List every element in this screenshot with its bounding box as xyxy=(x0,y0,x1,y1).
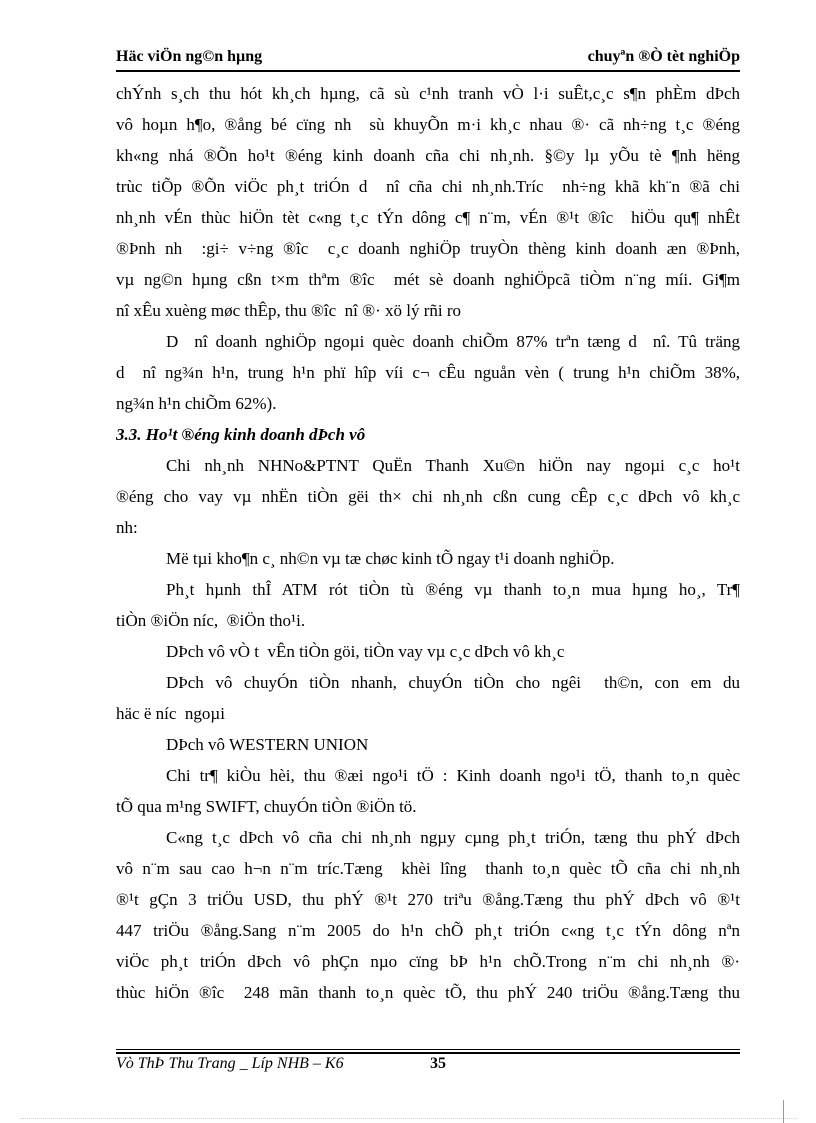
text-line: ng¾n h¹n chiÕm 62%). xyxy=(116,394,277,413)
text-line: nî xÊu xuèng møc thÊp, thu ®îc nî ®· xö lý rñi ro xyxy=(116,301,462,320)
page-header xyxy=(116,48,740,68)
text-line: kh«ng nhá ®Õn ho¹t ®éng kinh doanh cña chi nh¸nh. §©y lµ yÕu tè ¶nh hëng xyxy=(116,146,740,165)
footer-divider-thin xyxy=(116,1049,740,1050)
text-line: Chi tr¶ kiÒu hèi, thu ®æi ngo¹i tÖ : Kinh doanh ngo¹i tÖ, thanh to¸n quèc xyxy=(166,766,740,785)
text-line: ®¹t gÇn 3 triÖu USD, thu phÝ ®¹t 270 triªu ®ång.Tæng thu phÝ dÞch vô ®¹t xyxy=(116,890,740,909)
text-line: tiÒn ®iÖn níc, ®iÖn tho¹i. xyxy=(116,611,306,630)
text-line: Më tµi kho¶n c¸ nh©n vµ tæ chøc kinh tÕ ngay t¹i doanh nghiÖp. xyxy=(166,549,615,568)
text-line: DÞch vô chuyÓn tiÒn nhanh, chuyÓn tiÒn cho ngêi th©n, con em du xyxy=(166,673,740,692)
text-line: 447 triÖu ®ång.Sang n¨m 2005 do h¹n chÕ ph¸t triÓn c«ng t¸c tÝn dông nªn xyxy=(116,921,740,940)
text-line: DÞch vô WESTERN UNION xyxy=(166,735,369,754)
page-number: 35 xyxy=(430,1055,446,1072)
text-line: Ph¸t hµnh thÎ ATM rót tiÒn tù ®éng vµ thanh to¸n mua hµng ho¸, Tr¶ xyxy=(166,580,740,599)
text-line: thùc hiÖn ®îc 248 mãn thanh to¸n quèc tÕ, thu phÝ 240 triÖu ®ång.Tæng thu xyxy=(116,983,740,1002)
document-body xyxy=(116,78,740,1008)
section-heading: 3.3. Ho¹t ®éng kinh doanh dÞch vô xyxy=(116,425,366,444)
header-divider xyxy=(116,70,740,72)
text-line: tÕ qua m¹ng SWIFT, chuyÓn tiÒn ®iÖn tö. xyxy=(116,797,417,816)
text-line: nh¸nh vÉn thùc hiÖn tèt c«ng t¸c tÝn dông c¶ n¨m, vÉn ®¹t ®îc hiÖu qu¶ nhÊt xyxy=(116,208,740,227)
text-line: vô n¨m sau cao h¬n n¨m tríc.Tæng khèi lîng thanh to¸n quèc tÕ cña chi nh¸nh xyxy=(116,859,740,878)
text-line: häc ë níc ngoµi xyxy=(116,704,225,723)
footer-divider-thick xyxy=(116,1052,740,1054)
text-line: D nî doanh nghiÖp ngoµi quèc doanh chiÕm 87% trªn tæng d nî. Tû träng xyxy=(166,332,740,351)
text-line: vô hoµn h¶o, ®ång bé cïng nh sù khuyÕn m·i kh¸c nhau ®· cã nh÷ng t¸c ®éng xyxy=(116,115,740,134)
text-line: trùc tiÕp ®Õn viÖc ph¸t triÓn d nî cña chi nh¸nh.Tríc nh÷ng khã kh¨n ®ã chi xyxy=(116,177,740,196)
text-line: ®Þnh nh :gi÷ v÷ng ®îc c¸c doanh nghiÖp truyÒn thèng kinh doanh æn ®Þnh, xyxy=(116,239,740,258)
text-line: nh: xyxy=(116,518,138,537)
footer-author: Vò ThÞ Thu Trang _ Líp NHB – K6 xyxy=(116,1055,344,1072)
header-document-type: chuyªn ®Ò tèt nghiÖp xyxy=(587,48,740,65)
text-line: ®éng cho vay vµ nhËn tiÒn gëi th× chi nh¸nh cßn cung cÊp c¸c dÞch vô kh¸c xyxy=(116,487,740,506)
text-line: vµ ng©n hµng cßn t×m thªm ®îc mét sè doanh nghiÖpcã tiÒm n¨ng míi. Gi¶m xyxy=(116,270,740,289)
text-line: chÝnh s¸ch thu hót kh¸ch hµng, cã sù c¹nh tranh vÒ l·i suÊt,c¸c s¶n phÈm dÞch xyxy=(116,84,740,103)
page-bottom-border xyxy=(20,1118,796,1119)
text-line: C«ng t¸c dÞch vô cña chi nh¸nh ngµy cµng ph¸t triÓn, tæng thu phÝ dÞch xyxy=(166,828,740,847)
page-corner-mark xyxy=(783,1100,784,1123)
text-line: DÞch vô vÒ t vÊn tiÒn göi, tiÒn vay vµ c¸c dÞch vô kh¸c xyxy=(166,642,565,661)
text-line: viÖc ph¸t triÓn dÞch vô phÇn nµo cïng bÞ h¹n chÕ.Trong n¨m chi nh¸nh ®· xyxy=(116,952,740,971)
header-institution: Häc viÖn ng©n hµng xyxy=(116,48,263,65)
text-line: d nî ng¾n h¹n, trung h¹n phï hîp víi c¬ cÊu nguån vèn ( trung h¹n chiÕm 38%, xyxy=(116,363,740,382)
text-line: Chi nh¸nh NHNo&PTNT QuËn Thanh Xu©n hiÖn nay ngoµi c¸c ho¹t xyxy=(166,456,740,475)
